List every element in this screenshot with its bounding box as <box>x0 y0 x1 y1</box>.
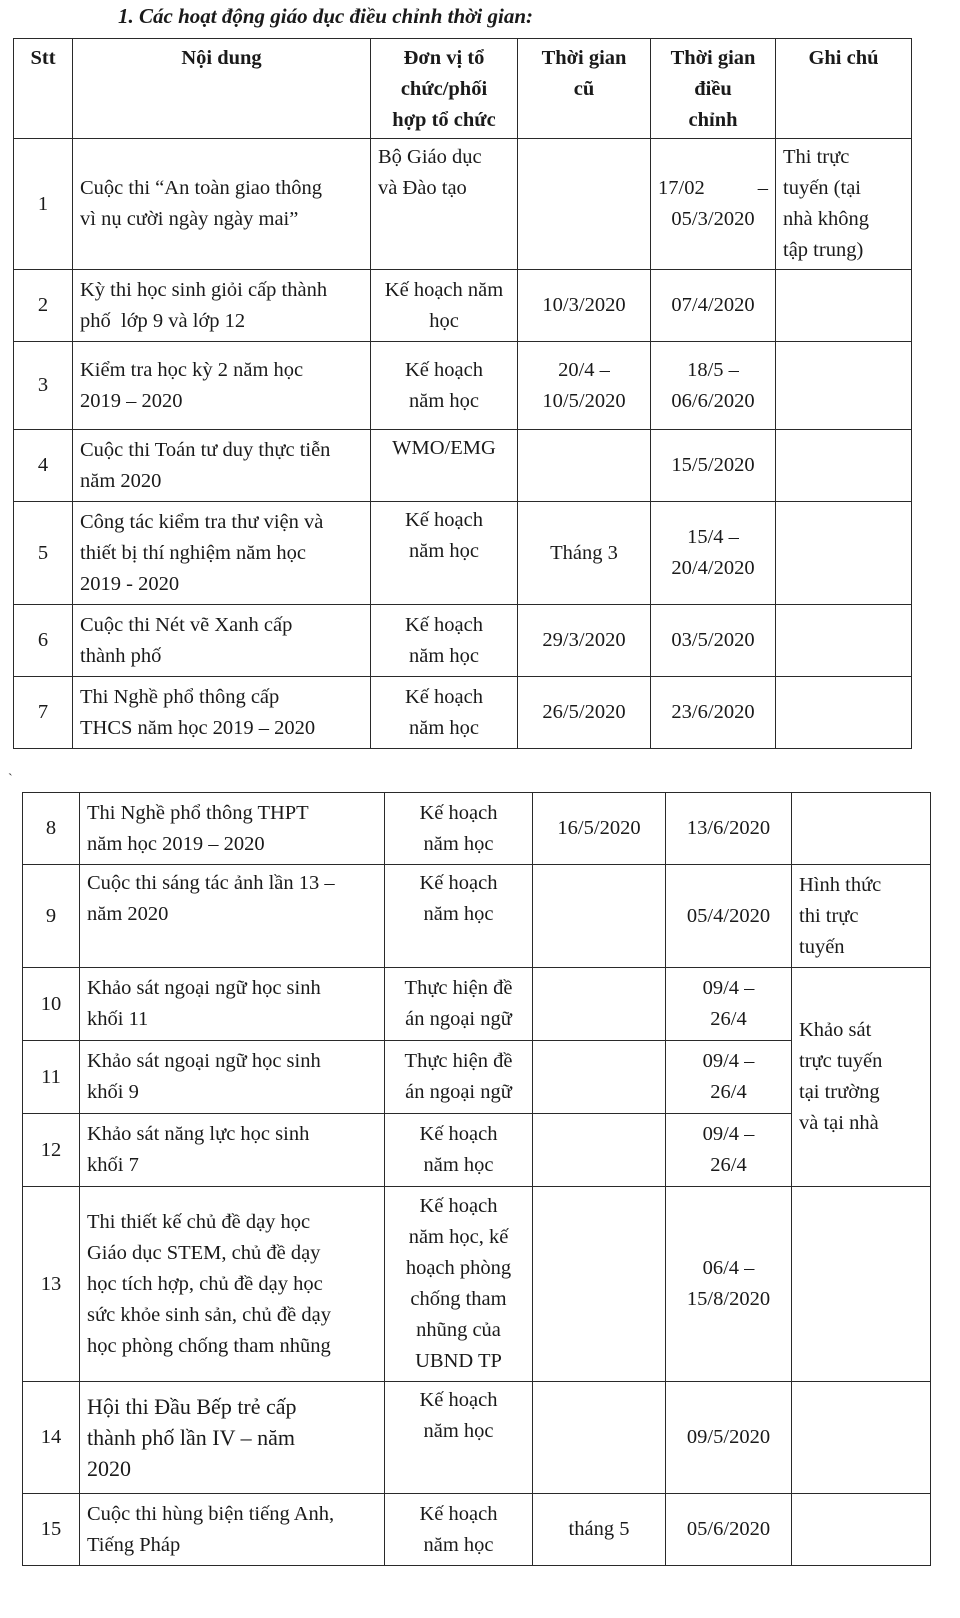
table-row <box>14 342 912 430</box>
row-new-time: 15/4 – 20/4/2020 <box>651 502 776 605</box>
table-row <box>23 793 931 865</box>
row-stt: 14 <box>23 1382 80 1494</box>
row-content: Cuộc thi sáng tác ảnh lần 13 – năm 2020 <box>80 865 385 968</box>
row-old-time: tháng 5 <box>533 1494 666 1566</box>
scan-mark: ˋ <box>8 772 13 787</box>
row-note <box>792 793 931 865</box>
row-org: Kế hoạch năm học <box>385 1494 533 1566</box>
table-row <box>23 1382 931 1494</box>
row-stt: 8 <box>23 793 80 865</box>
table-row <box>23 865 931 968</box>
row-content: Kiểm tra học kỳ 2 năm học 2019 – 2020 <box>73 342 371 430</box>
row-note: Thi trực tuyến (tại nhà không tập trung) <box>776 139 912 270</box>
table-row <box>23 1187 931 1382</box>
row-old-time <box>533 1041 666 1114</box>
row-stt: 7 <box>14 677 73 749</box>
row-note <box>792 1494 931 1566</box>
row-content: Cuộc thi “An toàn giao thông vì nụ cười ngày ngày mai” <box>73 139 371 270</box>
row-new-time: 23/6/2020 <box>651 677 776 749</box>
row-org: Kế hoạch năm học <box>371 502 518 605</box>
header-stt: Stt <box>14 39 73 139</box>
section-heading: 1. Các hoạt động giáo dục điều chỉnh thời gian: <box>118 4 534 28</box>
row-new-time: 03/5/2020 <box>651 605 776 677</box>
row-old-time: 10/3/2020 <box>518 270 651 342</box>
row-content: Công tác kiểm tra thư viện và thiết bị thí nghiệm năm học 2019 - 2020 <box>73 502 371 605</box>
table-header-row <box>14 39 912 139</box>
schedule-table-part2 <box>22 792 931 1566</box>
row-org: Thực hiện đề án ngoại ngữ <box>385 1041 533 1114</box>
table-row <box>14 677 912 749</box>
header-new-time: Thời gian điều chỉnh <box>651 39 776 139</box>
row-new-time: 09/4 – 26/4 <box>666 1114 792 1187</box>
row-note <box>776 677 912 749</box>
row-old-time <box>533 865 666 968</box>
row-old-time: 26/5/2020 <box>518 677 651 749</box>
row-org: Thực hiện đề án ngoại ngữ <box>385 968 533 1041</box>
row-old-time <box>533 1187 666 1382</box>
row-old-time <box>533 968 666 1041</box>
row-content: Cuộc thi hùng biện tiếng Anh, Tiếng Pháp <box>80 1494 385 1566</box>
row-org: Kế hoạch năm học <box>371 270 518 342</box>
row-new-time: 18/5 – 06/6/2020 <box>651 342 776 430</box>
row-stt: 11 <box>23 1041 80 1114</box>
row-org: Kế hoạch năm học <box>371 605 518 677</box>
row-content: Thi thiết kế chủ đề dạy học Giáo dục STEM, chủ đề dạy học tích hợp, chủ đề dạy học sức khỏe sinh sản, chủ đề dạy học phòng chống tham nhũng <box>80 1187 385 1382</box>
row-content: Hội thi Đầu Bếp trẻ cấp thành phố lần IV – năm 2020 <box>80 1382 385 1494</box>
row-old-time: 20/4 – 10/5/2020 <box>518 342 651 430</box>
row-stt: 9 <box>23 865 80 968</box>
row-stt: 2 <box>14 270 73 342</box>
row-new-time: 05/6/2020 <box>666 1494 792 1566</box>
row-new-time: 06/4 – 15/8/2020 <box>666 1187 792 1382</box>
row-content: Khảo sát ngoại ngữ học sinh khối 9 <box>80 1041 385 1114</box>
row-note <box>792 1382 931 1494</box>
row-note <box>776 430 912 502</box>
table-row <box>14 502 912 605</box>
row-content: Thi Nghề phổ thông THPT năm học 2019 – 2020 <box>80 793 385 865</box>
row-org: Kế hoạch năm học <box>385 793 533 865</box>
row-old-time <box>533 1382 666 1494</box>
row-content: Khảo sát ngoại ngữ học sinh khối 11 <box>80 968 385 1041</box>
row-content: Cuộc thi Nét vẽ Xanh cấp thành phố <box>73 605 371 677</box>
row-new-time: 17/02 – 05/3/2020 <box>651 139 776 270</box>
row-stt: 3 <box>14 342 73 430</box>
row-new-time: 13/6/2020 <box>666 793 792 865</box>
row-old-time <box>533 1114 666 1187</box>
row-org: Kế hoạch năm học <box>385 1114 533 1187</box>
row-new-time: 15/5/2020 <box>651 430 776 502</box>
row-old-time <box>518 430 651 502</box>
merged-note: Khảo sát trực tuyến tại trường và tại nhà <box>792 968 931 1187</box>
row-note: Hình thức thi trực tuyến <box>792 865 931 968</box>
table-row <box>14 605 912 677</box>
row-stt: 5 <box>14 502 73 605</box>
table-row <box>14 139 912 270</box>
row-note <box>792 1187 931 1382</box>
row-new-time: 09/5/2020 <box>666 1382 792 1494</box>
row-org: Kế hoạch năm học <box>371 677 518 749</box>
header-org: Đơn vị tổ chức/phối hợp tổ chức <box>371 39 518 139</box>
row-stt: 10 <box>23 968 80 1041</box>
row-stt: 15 <box>23 1494 80 1566</box>
row-new-time: 05/4/2020 <box>666 865 792 968</box>
row-stt: 6 <box>14 605 73 677</box>
header-content: Nội dung <box>73 39 371 139</box>
row-new-time: 09/4 – 26/4 <box>666 968 792 1041</box>
table-row <box>14 430 912 502</box>
row-note <box>776 605 912 677</box>
row-new-time: 07/4/2020 <box>651 270 776 342</box>
row-old-time <box>518 139 651 270</box>
row-note <box>776 342 912 430</box>
row-org: WMO/EMG <box>371 430 518 502</box>
header-note: Ghi chú <box>776 39 912 139</box>
header-old-time: Thời gian cũ <box>518 39 651 139</box>
row-old-time: 29/3/2020 <box>518 605 651 677</box>
table-row <box>14 270 912 342</box>
row-stt: 1 <box>14 139 73 270</box>
row-note <box>776 270 912 342</box>
row-content: Cuộc thi Toán tư duy thực tiễn năm 2020 <box>73 430 371 502</box>
table-row <box>23 968 931 1041</box>
schedule-table-part1 <box>13 38 912 749</box>
row-stt: 13 <box>23 1187 80 1382</box>
row-stt: 12 <box>23 1114 80 1187</box>
row-org: Bộ Giáo dục và Đào tạo <box>371 139 518 270</box>
table-row <box>23 1494 931 1566</box>
row-stt: 4 <box>14 430 73 502</box>
row-new-time: 09/4 – 26/4 <box>666 1041 792 1114</box>
row-org: Kế hoạch năm học <box>385 865 533 968</box>
row-org: Kế hoạch năm học, kế hoạch phòng chống tham nhũng của UBND TP <box>385 1187 533 1382</box>
row-note <box>776 502 912 605</box>
row-org: Kế hoạch năm học <box>385 1382 533 1494</box>
row-content: Thi Nghề phổ thông cấp THCS năm học 2019 – 2020 <box>73 677 371 749</box>
row-old-time: Tháng 3 <box>518 502 651 605</box>
row-content: Khảo sát năng lực học sinh khối 7 <box>80 1114 385 1187</box>
row-old-time: 16/5/2020 <box>533 793 666 865</box>
row-content: Kỳ thi học sinh giỏi cấp thành phố lớp 9 và lớp 12 <box>73 270 371 342</box>
row-org: Kế hoạch năm học <box>371 342 518 430</box>
